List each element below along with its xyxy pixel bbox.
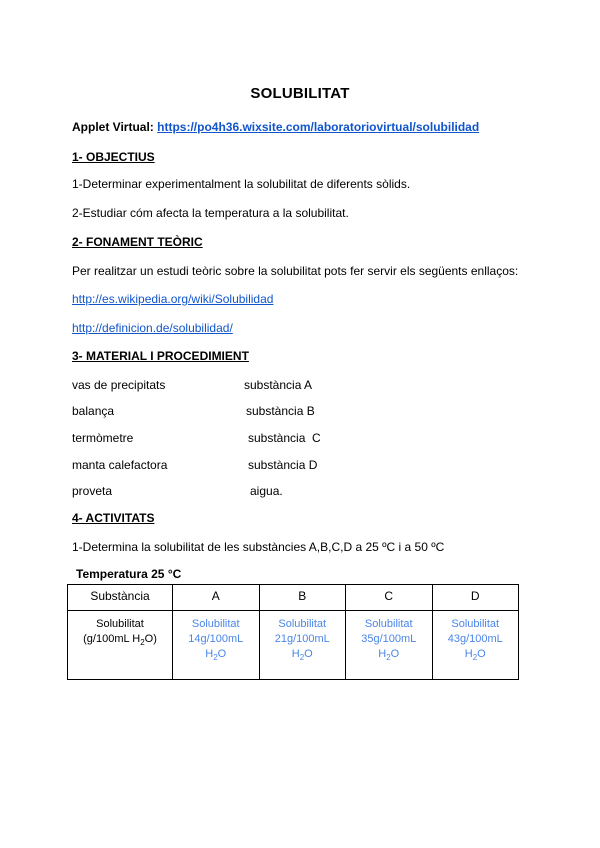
substance-item: substància D bbox=[248, 458, 318, 472]
substance-item: aigua. bbox=[250, 484, 283, 498]
applet-line bbox=[72, 120, 479, 134]
table-row bbox=[68, 611, 519, 680]
row-label-cell bbox=[68, 611, 173, 680]
row-label-line2: (g/100mL $H_2O$) bbox=[83, 633, 157, 648]
header-cell: A bbox=[173, 585, 260, 611]
wikipedia-link[interactable]: http://es.wikipedia.org/wiki/Solubilidad bbox=[72, 292, 274, 306]
material-item: manta calefactora bbox=[72, 458, 168, 472]
value-cell-d: Solubilitat 43g/100mL $H_2O$ bbox=[432, 611, 519, 680]
substance-item: substància B bbox=[246, 404, 315, 418]
table-header-row bbox=[68, 585, 519, 611]
fonament-intro: Per realitzar un estudi teòric sobre la solubilitat pots fer servir els següents enllaços: bbox=[72, 264, 519, 278]
objectiu-item-2: 2-Estudiar cóm afecta la temperatura a la solubilitat. bbox=[72, 206, 349, 220]
header-cell: C bbox=[346, 585, 433, 611]
applet-label: Applet Virtual: bbox=[72, 120, 154, 134]
material-item: vas de precipitats bbox=[72, 378, 166, 392]
substance-item: substància A bbox=[244, 378, 313, 392]
material-item: proveta bbox=[72, 484, 113, 498]
header-cell: D bbox=[432, 585, 519, 611]
substance-item: substància C bbox=[248, 431, 321, 445]
definicion-link[interactable]: http://definicion.de/solubilidad/ bbox=[72, 321, 233, 335]
fonament-heading: 2- FONAMENT TEÒRIC bbox=[72, 235, 203, 249]
value-cell-b: Solubilitat 21g/100mL $H_2O$ bbox=[259, 611, 346, 680]
header-cell: B bbox=[259, 585, 346, 611]
page-title: SOLUBILITAT bbox=[250, 85, 350, 102]
table-caption: Temperatura 25 °C bbox=[76, 567, 182, 581]
material-item: balança bbox=[72, 404, 115, 418]
material-heading: 3- MATERIAL I PROCEDIMIENT bbox=[72, 349, 249, 363]
activitat-item-1: 1-Determina la solubilitat de les substàncies A,B,C,D a 25 ºC i a 50 ºC bbox=[72, 540, 445, 554]
row-label-line1: Solubilitat bbox=[96, 618, 144, 630]
header-cell: Substància bbox=[68, 585, 173, 611]
material-item: termòmetre bbox=[72, 431, 134, 445]
solubility-table bbox=[67, 584, 519, 680]
value-cell-c: Solubilitat 35g/100mL $H_2O$ bbox=[346, 611, 433, 680]
objectiu-item-1: 1-Determinar experimentalment la solubilitat de diferents sòlids. bbox=[72, 177, 411, 191]
activitats-heading: 4- ACTIVITATS bbox=[72, 511, 155, 525]
applet-link[interactable]: https://po4h36.wixsite.com/laboratoriovirtual/solubilidad bbox=[157, 120, 480, 134]
value-cell-a: Solubilitat 14g/100mL $H_2O$ bbox=[173, 611, 260, 680]
objectius-heading: 1- OBJECTIUS bbox=[72, 150, 155, 164]
